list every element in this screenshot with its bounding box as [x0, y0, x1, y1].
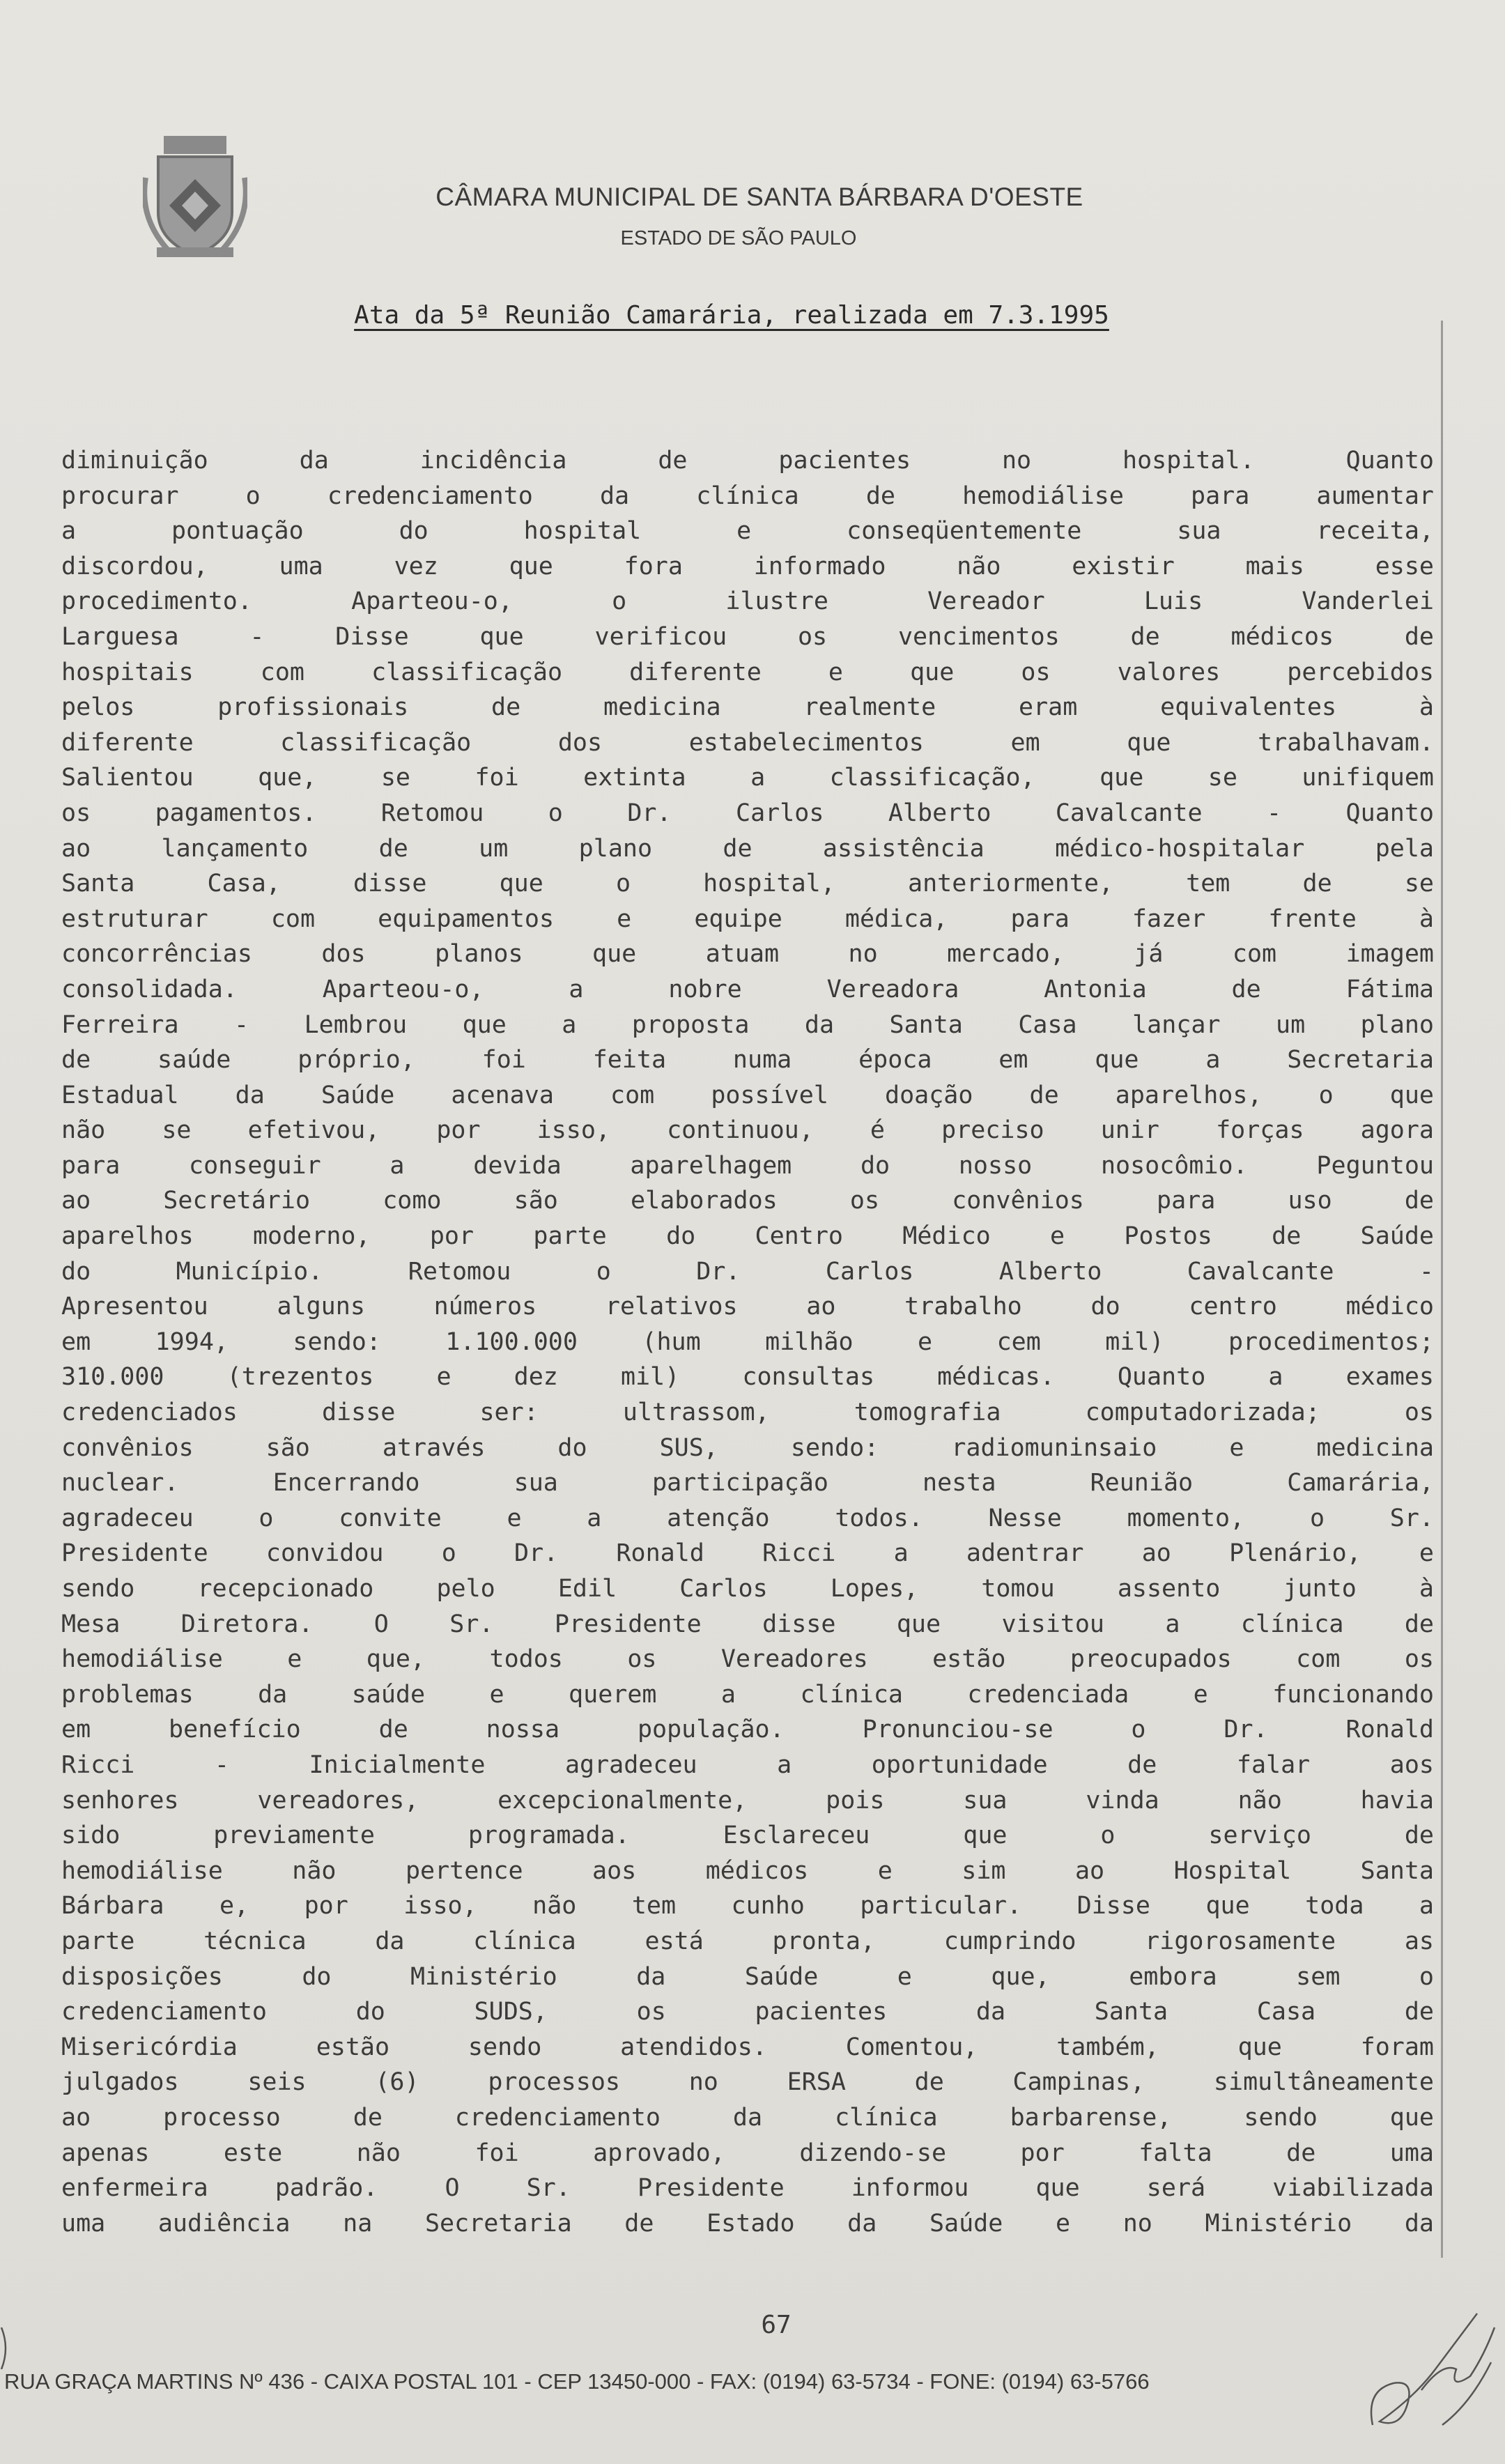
body-line: discordou, uma vez que fora informado não existir mais esse [61, 552, 1434, 580]
body-line: procurar o credenciamento da clínica de hemodiálise para aumentar [61, 482, 1434, 510]
body-line: credenciados disse ser: ultrassom, tomografia computadorizada; os [61, 1399, 1434, 1427]
minutes-body [61, 443, 1434, 2241]
body-line: a pontuação do hospital e conseqüentemente sua receita, [61, 517, 1434, 546]
body-line: aparelhos moderno, por parte do Centro Médico e Postos de Saúde [61, 1222, 1434, 1251]
page-number: 67 [761, 2311, 792, 2339]
document-title: Ata da 5ª Reunião Camarária, realizada em 7.3.1995 [354, 301, 1109, 330]
body-line: senhores vereadores, excepcionalmente, pois sua vinda não havia [61, 1786, 1434, 1815]
body-line: apenas este não foi aprovado, dizendo-se por falta de uma [61, 2139, 1434, 2167]
body-line: Estadual da Saúde acenava com possível doação de aparelhos, o que [61, 1081, 1434, 1109]
signature-icon [1352, 2286, 1498, 2446]
organization-name: CÂMARA MUNICIPAL DE SANTA BÁRBARA D'OESTE [435, 183, 1083, 211]
body-line: diminuição da incidência de pacientes no hospital. Quanto [61, 447, 1434, 475]
body-line: Ricci - Inicialmente agradeceu a oportunidade de falar aos [61, 1750, 1434, 1779]
body-line: uma audiência na Secretaria de Estado da Saúde e no Ministério da [61, 2209, 1434, 2238]
body-line: concorrências dos planos que atuam no mercado, já com imagem [61, 940, 1434, 969]
body-line: ao processo de credenciamento da clínica barbarense, sendo que [61, 2103, 1434, 2132]
body-line: convênios são através do SUS, sendo: radiomuninsaio e medicina [61, 1433, 1434, 1462]
body-line: ao lançamento de um plano de assistência médico-hospitalar pela [61, 834, 1434, 863]
body-line: Mesa Diretora. O Sr. Presidente disse que visitou a clínica de [61, 1610, 1434, 1638]
body-line: disposições do Ministério da Saúde e que, embora sem o [61, 1962, 1434, 1991]
body-line: Ferreira - Lembrou que a proposta da Santa Casa lançar um plano [61, 1010, 1434, 1039]
organization-state: ESTADO DE SÃO PAULO [620, 227, 857, 249]
footer-address: RUA GRAÇA MARTINS Nº 436 - CAIXA POSTAL 101 - CEP 13450-000 - FAX: (0194) 63-5734 - FONE: (0194) 63-5766 [4, 2369, 1150, 2394]
body-line: em 1994, sendo: 1.100.000 (hum milhão e cem mil) procedimentos; [61, 1327, 1434, 1356]
body-line: sendo recepcionado pelo Edil Carlos Lopes, tomou assento junto à [61, 1575, 1434, 1603]
body-line: estruturar com equipamentos e equipe médica, para fazer frente à [61, 904, 1434, 933]
body-line: não se efetivou, por isso, continuou, é preciso unir forças agora [61, 1116, 1434, 1145]
body-line: ao Secretário como são elaborados os convênios para uso de [61, 1187, 1434, 1215]
body-line: Presidente convidou o Dr. Ronald Ricci a adentrar ao Plenário, e [61, 1539, 1434, 1568]
body-line: pelos profissionais de medicina realmente eram equivalentes à [61, 693, 1434, 722]
body-line: os pagamentos. Retomou o Dr. Carlos Alberto Cavalcante - Quanto [61, 799, 1434, 827]
body-line: 310.000 (trezentos e dez mil) consultas médicas. Quanto a exames [61, 1363, 1434, 1392]
body-line: Santa Casa, disse que o hospital, anteriormente, tem de se [61, 870, 1434, 898]
body-line: sido previamente programada. Esclareceu que o serviço de [61, 1822, 1434, 1850]
body-line: hospitais com classificação diferente e que os valores percebidos [61, 658, 1434, 686]
body-line: enfermeira padrão. O Sr. Presidente informou que será viabilizada [61, 2174, 1434, 2203]
body-line: Bárbara e, por isso, não tem cunho particular. Disse que toda a [61, 1892, 1434, 1920]
body-line: procedimento. Aparteou-o, o ilustre Vereador Luis Vanderlei [61, 587, 1434, 616]
body-line: para conseguir a devida aparelhagem do nosso nosocômio. Peguntou [61, 1151, 1434, 1180]
body-line: consolidada. Aparteou-o, a nobre Vereadora Antonia de Fátima [61, 975, 1434, 1003]
margin-rule [1441, 321, 1443, 2258]
body-line: hemodiálise e que, todos os Vereadores estão preocupados com os [61, 1645, 1434, 1674]
body-line: problemas da saúde e querem a clínica credenciada e funcionando [61, 1680, 1434, 1709]
body-line: credenciamento do SUDS, os pacientes da Santa Casa de [61, 1998, 1434, 2026]
body-line: Apresentou alguns números relativos ao trabalho do centro médico [61, 1293, 1434, 1321]
body-line: hemodiálise não pertence aos médicos e sim ao Hospital Santa [61, 1856, 1434, 1885]
body-line: parte técnica da clínica está pronta, cumprindo rigorosamente as [61, 1927, 1434, 1955]
body-line: de saúde próprio, foi feita numa época em que a Secretaria [61, 1046, 1434, 1075]
letterhead-footer [0, 2369, 1505, 2394]
edge-mark-icon [0, 2327, 10, 2369]
body-line: julgados seis (6) processos no ERSA de Campinas, simultâneamente [61, 2068, 1434, 2097]
body-line: nuclear. Encerrando sua participação nesta Reunião Camarária, [61, 1469, 1434, 1497]
body-line: Larguesa - Disse que verificou os vencimentos de médicos de [61, 622, 1434, 651]
body-line: em benefício de nossa população. Pronunciou-se o Dr. Ronald [61, 1716, 1434, 1744]
body-line: Misericórdia estão sendo atendidos. Comentou, também, que foram [61, 2033, 1434, 2061]
body-line: agradeceu o convite e a atenção todos. Nesse momento, o Sr. [61, 1504, 1434, 1532]
body-line: diferente classificação dos estabelecimentos em que trabalhavam. [61, 728, 1434, 757]
body-line: do Município. Retomou o Dr. Carlos Alberto Cavalcante - [61, 1257, 1434, 1286]
body-line: Salientou que, se foi extinta a classificação, que se unifiquem [61, 764, 1434, 792]
letterhead [0, 183, 1505, 250]
